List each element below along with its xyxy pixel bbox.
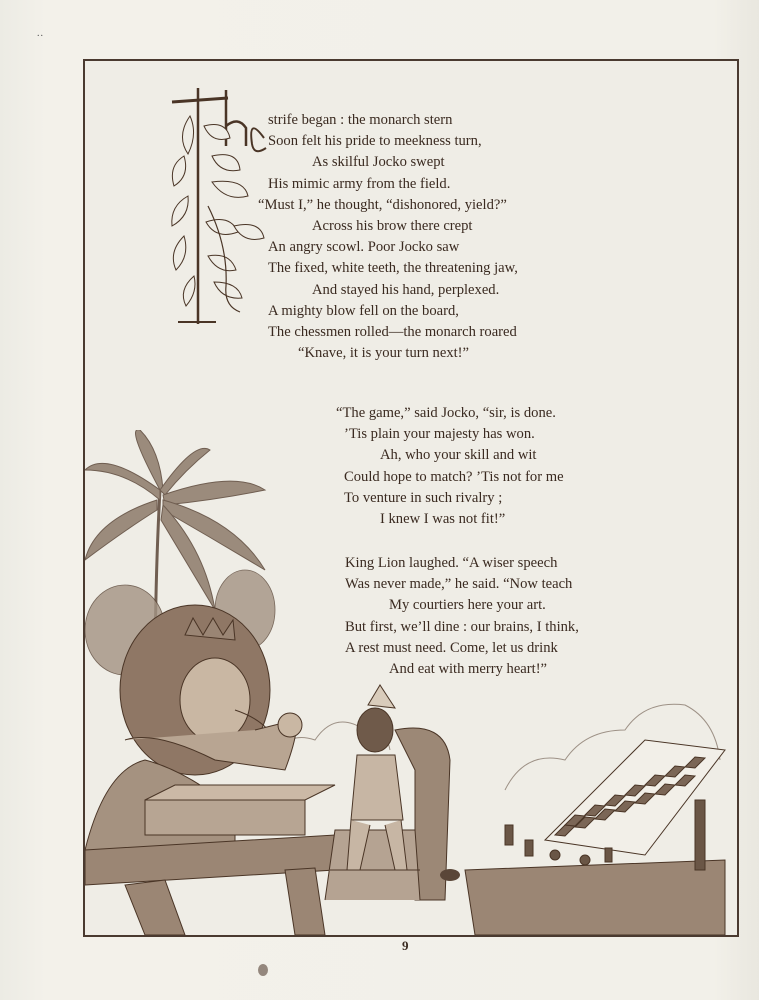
poem-line: His mimic army from the field. <box>268 175 451 192</box>
poem-line: Ah, who your skill and wit <box>380 447 537 464</box>
poem-line: Was never made,” he said. “Now teach <box>345 576 573 593</box>
poem-line: I knew I was not fit!” <box>380 510 506 527</box>
page-number: 9 <box>402 938 409 953</box>
stanza-1 <box>258 110 518 364</box>
poem-line: The chessmen rolled—the monarch roared <box>268 323 517 340</box>
poem-line: As skilful Jocko swept <box>312 154 445 171</box>
chess-box <box>145 785 335 835</box>
poem-line: “Must I,” he thought, “dishonored, yield?” <box>258 196 507 213</box>
poem-line: King Lion laughed. “A wiser speech <box>345 555 558 571</box>
mouse-figure <box>440 869 460 881</box>
jocko-monkey-figure <box>325 685 450 900</box>
ink-stain <box>258 964 268 976</box>
table <box>85 835 335 935</box>
poem-line: My courtiers here your art. <box>389 597 546 614</box>
drop-cap-illustration <box>168 86 268 326</box>
poem-line: strife began : the monarch stern <box>268 112 453 128</box>
poem-line: But first, we’ll dine : our brains, I think, <box>345 618 579 635</box>
poem-line: ’Tis plain your majesty has won. <box>344 426 535 443</box>
poem-line: “Knave, it is your turn next!” <box>298 345 470 362</box>
corner-mark: .. <box>37 28 44 39</box>
poem-line: A mighty blow fell on the board, <box>268 302 459 319</box>
chessboard <box>465 740 725 935</box>
poem-line: A rest must need. Come, let us drink <box>345 639 558 656</box>
poem-line: And stayed his hand, perplexed. <box>312 281 500 298</box>
poem-line: Could hope to match? ’Tis not for me <box>344 468 564 485</box>
poem-line: Across his brow there crept <box>312 217 473 234</box>
poem-line: “The game,” said Jocko, “sir, is done. <box>336 405 556 421</box>
poem-line: To venture in such rivalry ; <box>344 489 503 506</box>
lion-and-jocko-illustration <box>85 430 737 935</box>
poem-line: An angry scowl. Poor Jocko saw <box>268 239 460 256</box>
poem-line: The fixed, white teeth, the threatening jaw, <box>268 260 518 277</box>
poem-line: And eat with merry heart!” <box>389 660 548 677</box>
poem-line: Soon felt his pride to meekness turn, <box>268 133 482 150</box>
